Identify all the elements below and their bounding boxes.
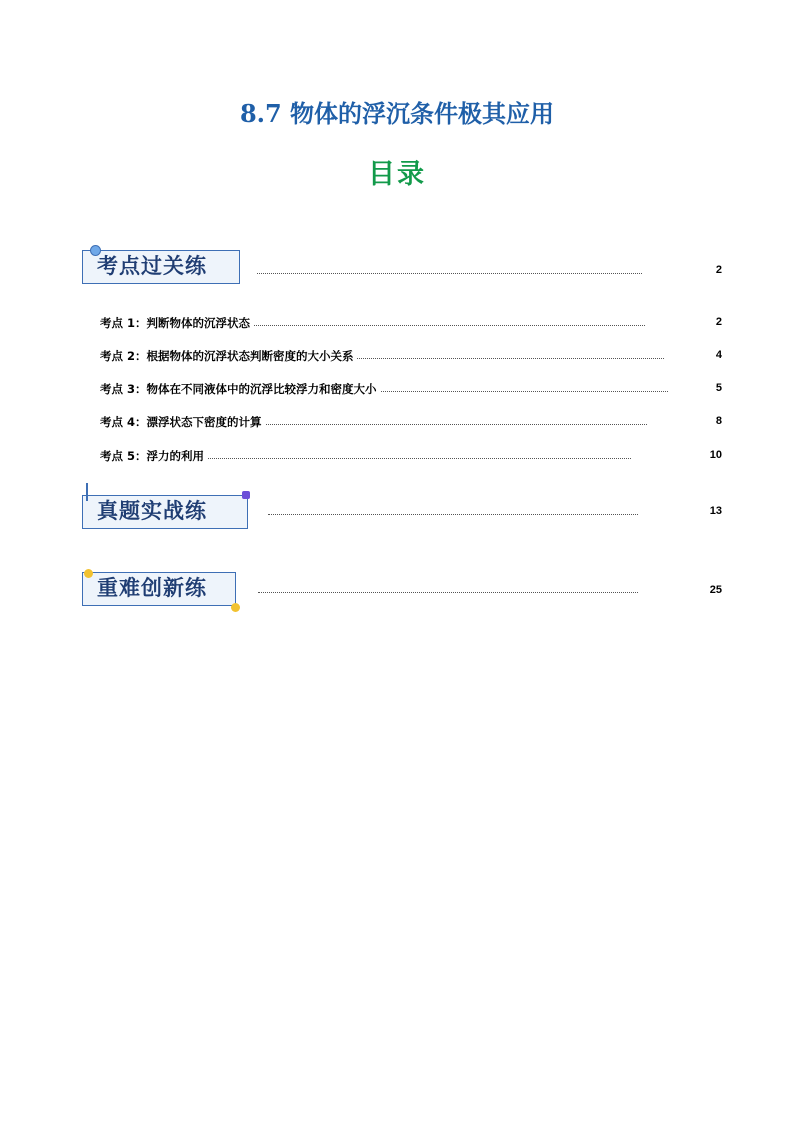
toc-item-label: 考点 1：判断物体的沉浮状态 [100,315,253,331]
section-label: 重难创新练 [97,576,207,600]
toc-item-page: 10 [709,449,722,461]
toc-item-label: 考点 2：根据物体的沉浮状态判断密度的大小关系 [100,348,357,364]
section-label: 考点过关练 [97,254,207,278]
toc-item-page: 2 [715,316,722,328]
toc-item-label: 考点 4：漂浮状态下密度的计算 [100,414,265,430]
toc-item[interactable] [100,448,722,464]
toc-item-label: 考点 5：浮力的利用 [100,448,207,464]
toc-item-page: 5 [715,382,722,394]
toc-item[interactable] [100,348,722,364]
section-label: 真题实战练 [97,499,207,523]
section-page-number: 2 [715,264,722,276]
toc-item-page: 4 [715,349,722,361]
toc-section-1[interactable] [82,250,722,290]
section-badge [82,250,240,284]
toc-item[interactable] [100,381,722,397]
section-page-number: 13 [709,505,722,517]
toc-item[interactable] [100,315,722,331]
decor-dot-icon [231,603,240,612]
decor-square-icon [242,491,250,499]
decor-line-icon [86,483,88,501]
toc-item-label: 考点 3：物体在不同液体中的沉浮比较浮力和密度大小 [100,381,380,397]
decor-dot-icon [90,245,101,256]
decor-dot-icon [84,569,93,578]
page-title: 8.7 物体的浮沉条件极其应用 [239,99,555,128]
dot-leader [258,592,638,593]
toc-item[interactable] [100,414,722,430]
toc-section-3[interactable] [82,572,722,612]
toc-section-2[interactable] [82,495,722,535]
toc-heading: 目录 [368,159,426,190]
dot-leader [268,514,638,515]
dot-leader [257,273,642,274]
section-badge [82,572,236,606]
toc-item-page: 8 [715,415,722,427]
section-page-number: 25 [709,584,722,596]
section-badge [82,495,248,529]
